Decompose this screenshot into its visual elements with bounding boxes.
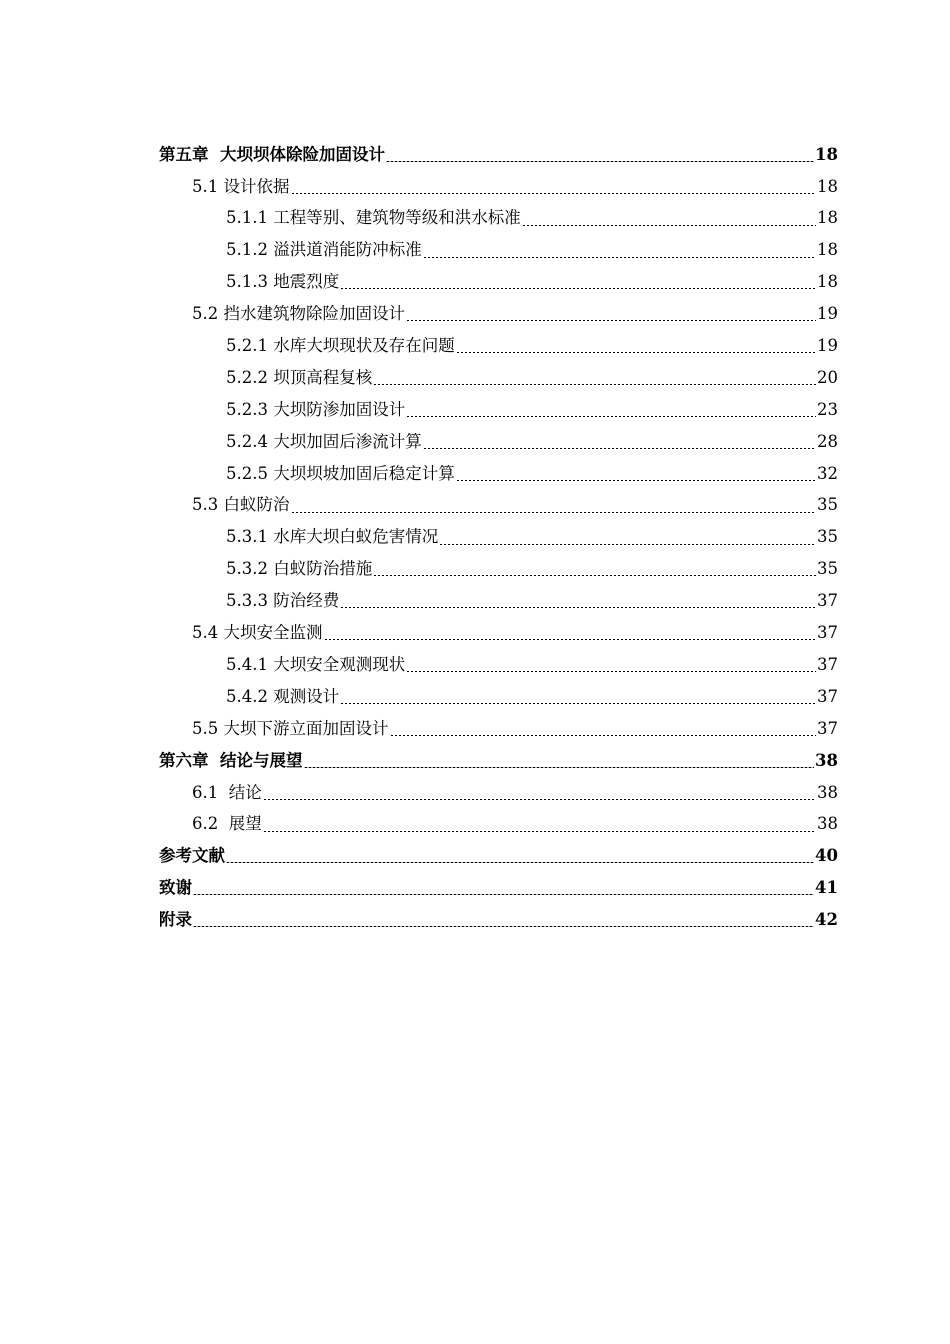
toc-dot-leader bbox=[340, 703, 816, 704]
toc-entry-page-number: 35 bbox=[817, 495, 838, 515]
toc-entry-title: 5.1.2 溢洪道消能防冲标准 bbox=[226, 240, 422, 260]
toc-entry-12[interactable] bbox=[0, 490, 838, 522]
toc-entry-title: 5.2.4 大坝加固后渗流计算 bbox=[226, 431, 422, 451]
toc-dot-leader bbox=[522, 225, 816, 226]
toc-entry-title: 5.1.1 工程等别、建筑物等级和洪水标准 bbox=[226, 208, 521, 228]
toc-entry-title: 5.4.2 观测设计 bbox=[226, 686, 340, 706]
toc-entry-8[interactable] bbox=[0, 362, 838, 394]
toc-dot-leader bbox=[226, 862, 814, 863]
toc-entry-title: 5.3.2 白蚁防治措施 bbox=[226, 559, 373, 579]
toc-entry-page-number: 20 bbox=[817, 367, 838, 387]
toc-dot-leader bbox=[423, 448, 816, 449]
toc-entry-page-number: 37 bbox=[817, 654, 838, 674]
toc-entry-title: 5.3 白蚁防治 bbox=[192, 495, 290, 515]
table-of-contents bbox=[0, 139, 950, 936]
toc-dot-leader bbox=[456, 480, 816, 481]
toc-entry-page-number: 19 bbox=[817, 336, 838, 356]
toc-entry-6[interactable] bbox=[0, 298, 838, 330]
toc-entry-10[interactable] bbox=[0, 426, 838, 458]
toc-entry-24[interactable] bbox=[0, 872, 838, 904]
toc-entry-title: 致谢 bbox=[159, 878, 192, 898]
toc-entry-5[interactable] bbox=[0, 267, 838, 299]
toc-entry-page-number: 38 bbox=[817, 814, 838, 834]
toc-dot-leader bbox=[291, 193, 817, 194]
toc-entry-15[interactable] bbox=[0, 585, 838, 617]
toc-dot-leader bbox=[406, 671, 816, 672]
toc-entry-page-number: 40 bbox=[815, 846, 838, 866]
toc-entry-title: 5.5 大坝下游立面加固设计 bbox=[192, 718, 389, 738]
toc-dot-leader bbox=[291, 512, 817, 513]
toc-entry-title: 5.4.1 大坝安全观测现状 bbox=[226, 654, 406, 674]
toc-dot-leader bbox=[390, 735, 817, 736]
toc-entry-page-number: 37 bbox=[817, 686, 838, 706]
toc-entry-11[interactable] bbox=[0, 458, 838, 490]
toc-entry-page-number: 18 bbox=[815, 144, 838, 164]
toc-entry-13[interactable] bbox=[0, 522, 838, 554]
toc-entry-1[interactable] bbox=[0, 139, 838, 171]
toc-dot-leader bbox=[373, 384, 816, 385]
toc-entry-title: 6.1 结论 bbox=[192, 782, 262, 802]
toc-entry-title: 6.2 展望 bbox=[192, 814, 262, 834]
toc-entry-page-number: 28 bbox=[817, 431, 838, 451]
toc-entry-page-number: 19 bbox=[817, 304, 838, 324]
toc-entry-22[interactable] bbox=[0, 809, 838, 841]
toc-entry-title: 5.2.2 坝顶高程复核 bbox=[226, 367, 373, 387]
toc-entry-page-number: 32 bbox=[817, 463, 838, 483]
toc-entry-18[interactable] bbox=[0, 681, 838, 713]
toc-entry-page-number: 37 bbox=[817, 591, 838, 611]
toc-dot-leader bbox=[386, 161, 814, 162]
toc-entry-25[interactable] bbox=[0, 904, 838, 936]
toc-dot-leader bbox=[406, 416, 816, 417]
toc-entry-2[interactable] bbox=[0, 171, 838, 203]
toc-entry-page-number: 37 bbox=[817, 718, 838, 738]
toc-entry-page-number: 42 bbox=[815, 910, 838, 930]
toc-entry-page-number: 18 bbox=[817, 208, 838, 228]
toc-entry-21[interactable] bbox=[0, 777, 838, 809]
toc-entry-7[interactable] bbox=[0, 330, 838, 362]
toc-dot-leader bbox=[263, 831, 816, 832]
toc-entry-title: 5.2.1 水库大坝现状及存在问题 bbox=[226, 336, 455, 356]
toc-entry-page-number: 18 bbox=[817, 176, 838, 196]
toc-entry-page-number: 18 bbox=[817, 272, 838, 292]
toc-entry-page-number: 18 bbox=[817, 240, 838, 260]
toc-entry-20[interactable] bbox=[0, 745, 838, 777]
toc-entry-title: 5.2 挡水建筑物除险加固设计 bbox=[192, 304, 405, 324]
toc-dot-leader bbox=[373, 575, 816, 576]
toc-dot-leader bbox=[263, 799, 816, 800]
toc-dot-leader bbox=[193, 894, 814, 895]
toc-dot-leader bbox=[304, 767, 815, 768]
toc-entry-title: 5.2.5 大坝坝坡加固后稳定计算 bbox=[226, 463, 455, 483]
toc-entry-4[interactable] bbox=[0, 235, 838, 267]
toc-entry-page-number: 37 bbox=[817, 623, 838, 643]
toc-dot-leader bbox=[340, 607, 816, 608]
toc-entry-page-number: 35 bbox=[817, 527, 838, 547]
toc-entry-title: 5.3.1 水库大坝白蚁危害情况 bbox=[226, 527, 439, 547]
toc-entry-19[interactable] bbox=[0, 713, 838, 745]
toc-dot-leader bbox=[193, 926, 814, 927]
toc-entry-title: 5.1 设计依据 bbox=[192, 176, 290, 196]
toc-entry-page-number: 38 bbox=[815, 750, 838, 770]
toc-dot-leader bbox=[324, 639, 817, 640]
toc-entry-page-number: 41 bbox=[815, 878, 838, 898]
toc-entry-title: 5.4 大坝安全监测 bbox=[192, 623, 323, 643]
toc-entry-17[interactable] bbox=[0, 649, 838, 681]
toc-entry-title: 5.2.3 大坝防渗加固设计 bbox=[226, 399, 406, 419]
toc-entry-page-number: 35 bbox=[817, 559, 838, 579]
toc-entry-14[interactable] bbox=[0, 554, 838, 586]
toc-entry-title: 5.1.3 地震烈度 bbox=[226, 272, 340, 292]
toc-entry-9[interactable] bbox=[0, 394, 838, 426]
toc-entry-page-number: 38 bbox=[817, 782, 838, 802]
toc-dot-leader bbox=[340, 288, 816, 289]
toc-dot-leader bbox=[456, 352, 816, 353]
toc-entry-title: 第六章 结论与展望 bbox=[159, 750, 303, 770]
toc-entry-page-number: 23 bbox=[817, 399, 838, 419]
toc-entry-title: 参考文献 bbox=[159, 846, 225, 866]
toc-entry-title: 第五章 大坝坝体除险加固设计 bbox=[159, 144, 385, 164]
toc-entry-title: 附录 bbox=[159, 910, 192, 930]
toc-entry-3[interactable] bbox=[0, 203, 838, 235]
toc-dot-leader bbox=[406, 320, 816, 321]
toc-dot-leader bbox=[439, 544, 816, 545]
toc-dot-leader bbox=[423, 257, 816, 258]
toc-entry-16[interactable] bbox=[0, 617, 838, 649]
toc-entry-23[interactable] bbox=[0, 841, 838, 873]
toc-entry-title: 5.3.3 防治经费 bbox=[226, 591, 340, 611]
